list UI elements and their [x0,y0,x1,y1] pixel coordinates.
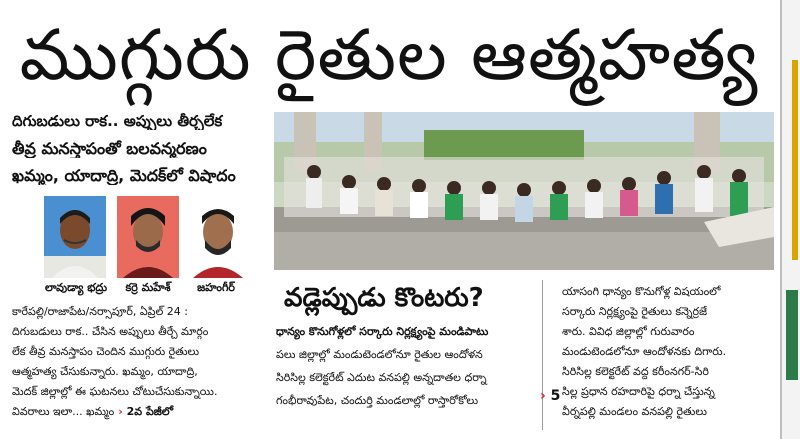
second-story-line: సిరిసిల్ల కలెక్టరేట్‌ ఎదుట వనపల్లి అన్నదాతల ధర్నా [276,371,487,384]
chevron-right-icon: › [540,388,546,404]
story-line-last [12,402,267,422]
second-story-line: పలు జిల్లాల్లో మండుటెండలోనూ రైతుల ఆందోళన [276,348,483,361]
edge-color-mark [786,290,798,380]
headline: ముగ్గురు రైతుల ఆత్మహత్య [19,14,759,96]
page-number: 5 [550,388,561,404]
second-story-line: గంభీరావుపేట, చందుర్తి మండలాల్లో రాస్తారోకోలు [276,394,479,407]
page-reference [540,388,560,404]
farmer-portrait [117,196,179,278]
second-story-line: యాసంగి ధాన్యం కొనుగోళ్ల విషయంలో [562,285,721,298]
story-line: కారేపల్లి/రాజాపేట/నర్సాపూర్‌, ఏప్రిల్‌ 24 : [12,305,188,318]
story-line: ఆత్మహత్య చేసుకున్నారు. ఖమ్మం, యాదాద్రి, [12,365,198,378]
second-story-lead: ధాన్యం కొనుగోళ్లలో సర్కారు నిర్లక్ష్యంపై మండిపాటు [276,325,489,338]
story-line: లేక తీవ్ర మనస్తాపం చెందిన ముగ్గురు రైతులు [12,345,200,358]
column-divider [542,280,543,430]
farmer-portrait [44,196,106,278]
second-story-line: మండుటెండలోనూ ఆందోళనకు దిగారు. [562,345,727,358]
portrait-caption: లావుడ్యా భద్రు [44,281,108,294]
portrait-caption: జహంగీర్‌ [197,281,235,294]
chevron-right-icon: › [118,405,123,418]
second-story-line: సిరిసిల్ల కలెక్టరేట్‌ వద్ద కరీంనగర్‌-సిరి [562,365,709,378]
second-story-line: సర్కారు నిర్లక్ష్యంపై రైతులు కన్నెర్రజే [562,305,708,318]
farmer-portrait [187,196,249,278]
second-story-column [276,320,538,412]
subheading: తీవ్ర మనస్తాపంతో బలవన్మరణం [12,140,207,158]
subheading: ఖమ్మం, యాదాద్రి, మెదక్‌లో విషాదం [12,167,236,185]
subheading: దిగుబడులు రాక.. అప్పులు తీర్చలేక [12,113,223,130]
second-story-line: శారు. వివిధ జిల్లాల్లో గురువారం [562,325,695,338]
story-line: వివరాలు ఇలా... ఖమ్మం [12,405,115,418]
deck-headline: వడ్లెప్పుడు కొంటరు? [284,283,484,313]
second-story-line: వీర్నపల్లి మండలం వనపల్లి రైతులు [562,405,707,418]
portrait-caption: కర్రె మహేశ్‌ [125,281,171,294]
second-story-right-column [562,282,777,422]
protest-photo [274,112,774,270]
continued-on-page [118,402,173,422]
story-line: మెదక్‌ జిల్లాల్లో ఈ ఘటనలు చోటుచేసుకున్నాయి. [12,385,218,398]
story-body [12,302,267,422]
continued-label: 2వ పేజీలో [126,405,174,418]
second-story-line: సిల్ల ప్రధాన రహదారిపై ధర్నా చేస్తున్న [562,385,715,398]
edge-color-mark [792,60,798,260]
story-line: దిగుబడులు రాక.. చేసిన అప్పులు తీర్చే మార్గం [12,325,209,338]
